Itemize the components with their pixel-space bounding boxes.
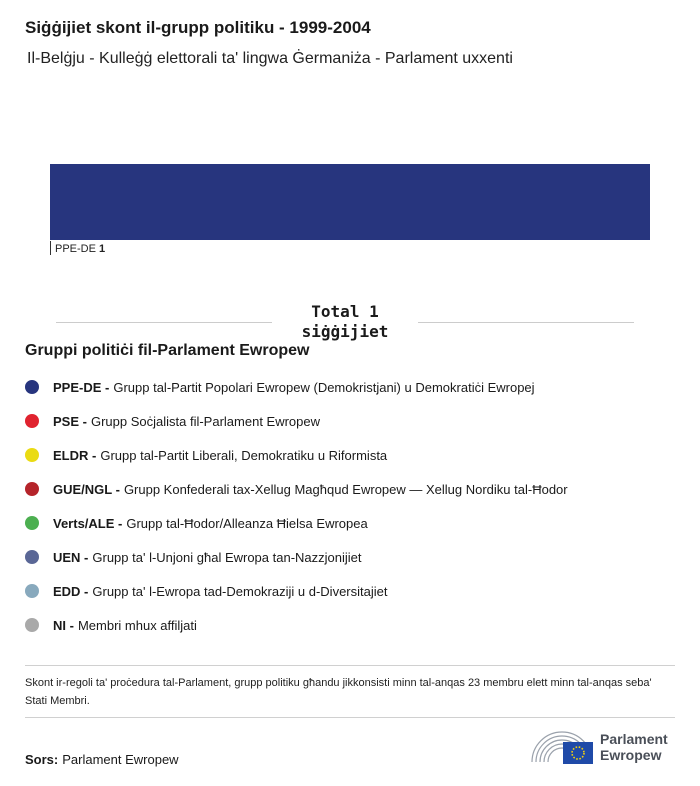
total-divider-left [56, 322, 272, 323]
source-value: Parlament Ewropew [62, 752, 179, 767]
legend-item [25, 438, 568, 472]
legend-swatch [25, 482, 39, 496]
bar-segment-ppe-de [50, 164, 650, 240]
legend-name: Membri mhux affiljati [77, 617, 197, 633]
footnote: Skont ir-regoli ta' proċedura tal-Parlament, grupp politiku għandu jikkonsisti minn tal-anqas 23 membru elett minn tal-anqas seba' Stati Membri. [25, 677, 652, 707]
seats-bar-chart [0, 150, 700, 260]
chart-title: Siġġijiet skont il-grupp politiku - 1999-2004 [25, 18, 371, 37]
legend-item [25, 506, 568, 540]
legend-item [25, 404, 568, 438]
bar-value-label: 1 [99, 243, 106, 255]
ep-logo [530, 728, 668, 766]
divider [25, 717, 675, 718]
legend-name: Grupp ta' l-Unjoni għal Ewropa tan-Nazzjonijiet [92, 549, 362, 565]
legend-item [25, 472, 568, 506]
bar-category-label: PPE-DE [55, 243, 100, 255]
total-divider-right [418, 322, 634, 323]
legend-swatch [25, 448, 39, 462]
legend-abbr: UEN - [53, 549, 89, 565]
legend-swatch [25, 380, 39, 394]
legend-abbr: PPE-DE - [53, 379, 110, 395]
legend-swatch [25, 618, 39, 632]
legend-name: Grupp tal-Partit Liberali, Demokratiku u Riformista [100, 447, 388, 463]
legend-abbr: NI - [53, 617, 74, 633]
total-seats: Total 1 siġġijiet [301, 302, 389, 341]
legend-title: Gruppi politiċi fil-Parlament Ewropew [25, 342, 310, 359]
legend-item [25, 540, 568, 574]
source [25, 752, 179, 767]
legend-name: Grupp Soċjalista fil-Parlament Ewropew [90, 413, 321, 429]
legend-swatch [25, 414, 39, 428]
legend [25, 370, 568, 642]
legend-abbr: GUE/NGL - [53, 481, 120, 497]
source-label: Sors: [25, 752, 59, 767]
hemicycle-eu-flag-icon [530, 728, 594, 766]
legend-abbr: ELDR - [53, 447, 97, 463]
legend-swatch [25, 550, 39, 564]
legend-abbr: Verts/ALE - [53, 515, 123, 531]
legend-abbr: EDD - [53, 583, 89, 599]
legend-item [25, 608, 568, 642]
legend-name: Grupp tal-Partit Popolari Ewropew (Demokristjani) u Demokratiċi Ewropej [113, 379, 535, 395]
legend-swatch [25, 584, 39, 598]
logo-line1: Parlament [600, 731, 668, 747]
chart-subtitle: Il-Belġju - Kulleġġ elettorali ta' lingwa Ġermaniża - Parlament uxxenti [27, 50, 513, 67]
divider [25, 665, 675, 666]
bar-label [55, 243, 105, 255]
legend-name: Grupp tal-Ħodor/Alleanza Ħielsa Ewropea [126, 515, 368, 531]
legend-swatch [25, 516, 39, 530]
legend-name: Grupp Konfederali tax-Xellug Magħqud Ewropew — Xellug Nordiku tal-Ħodor [123, 481, 568, 497]
legend-name: Grupp ta' l-Ewropa tad-Demokraziji u d-Diversitajiet [92, 583, 388, 599]
logo-line2: Ewropew [600, 747, 662, 763]
legend-item [25, 370, 568, 404]
legend-item [25, 574, 568, 608]
legend-abbr: PSE - [53, 413, 87, 429]
